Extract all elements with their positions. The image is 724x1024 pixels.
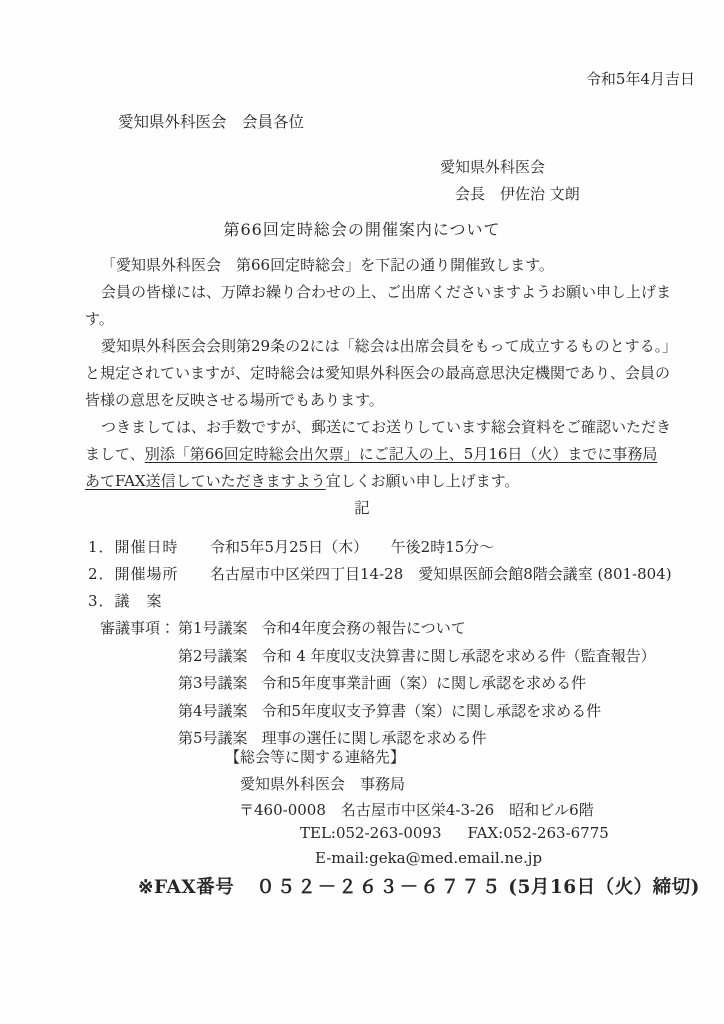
agenda-row [100, 698, 656, 726]
body-segment: まして、 [85, 445, 145, 463]
record-item-value: 名古屋市中区栄四丁目14-28 愛知県医師会館8階会議室 (801-804) [210, 565, 672, 583]
agenda-number: 第1号議案 [178, 619, 248, 637]
contact-tel-fax [300, 824, 609, 842]
record-item-label: 3．議 案 [88, 592, 163, 610]
record-item-label: 1．開催日時 [88, 538, 179, 556]
body-segment-underlined: あてFAX送信していただきますよう [85, 472, 326, 490]
agenda-number: 第4号議案 [178, 701, 248, 720]
contact-heading: 【総会等に関する連絡先】 [225, 748, 406, 766]
record-item-datetime [88, 534, 672, 561]
agenda-subject: 理事の選任に関し承認を求める件 [261, 729, 487, 747]
sender-organization: 愛知県外科医会 [440, 158, 546, 176]
fax-deadline: (5月16日（火）締切) [508, 877, 700, 898]
body-segment-underlined: 別添「第66回定時総会出欠票」にご記入の上、5月16日（火）までに事務局 [144, 445, 658, 463]
agenda-subject: 令和5年度収支予算書（案）に関し承認を求める件 [261, 701, 602, 720]
record-marker: 記 [354, 499, 370, 517]
document-title: 第66回定時総会の開催案内について [223, 220, 501, 239]
body-line: つきましては、お手数ですが、郵送にてお送りしています総会資料をご確認いただき [101, 418, 672, 436]
record-items [88, 534, 672, 615]
record-item-value: 令和5年5月25日（木） 午後2時15分～ [210, 538, 495, 556]
issue-date: 令和5年4月吉日 [585, 70, 695, 88]
agenda-number: 第5号議案 [178, 729, 248, 747]
agenda-row [100, 615, 656, 643]
record-item-label: 2．開催場所 [88, 565, 179, 583]
fax-notice-label: ※FAX番号 [138, 877, 235, 898]
fax-notice [138, 873, 700, 899]
body-line: 愛知県外科医会会則第29条の2には「総会は出席会員をもって成立するものとする。」 [101, 337, 678, 355]
addressee: 愛知県外科医会 会員各位 [118, 113, 305, 131]
sender-president: 会長 伊佐治 文朗 [455, 185, 580, 203]
body-line: す。 [85, 310, 114, 328]
agenda-number: 第3号議案 [178, 674, 248, 692]
body-line [85, 468, 675, 495]
contact-address: 〒460-0008 名古屋市中区栄4-3-26 昭和ビル6階 [239, 801, 594, 819]
contact-email: E-mail:geka@med.email.ne.jp [315, 849, 543, 867]
agenda-row [100, 670, 656, 698]
agenda-number: 第2号議案 [178, 646, 248, 665]
contact-fax: FAX:052-263-6775 [467, 824, 609, 842]
agenda-prefix: 審議事項： [100, 619, 176, 637]
body-line: 会員の皆様には、万障お繰り合わせの上、ご出席くださいますようお願い申し上げま [101, 283, 672, 301]
body-line: と規定されていますが、定時総会は愛知県外科医会の最高意思決定機関であり、会員の [85, 364, 671, 382]
agenda-subject: 令和5年度事業計画（案）に関し承認を求める件 [261, 674, 587, 692]
agenda-subject: 令和 4 年度収支決算書に関し承認を求める件（監査報告） [261, 646, 656, 665]
agenda-row [100, 643, 656, 671]
contact-tel: TEL:052-263-0093 [300, 824, 442, 842]
body-line [85, 441, 675, 468]
body-line: 「愛知県外科医会 第66回定時総会」を下記の通り開催致します。 [101, 256, 554, 274]
agenda-list [100, 615, 656, 753]
body-text [85, 252, 678, 495]
record-item-venue [88, 561, 672, 588]
body-segment: 宜しくお願い申し上げます。 [325, 472, 520, 490]
record-item-agenda [88, 588, 672, 615]
fax-number: ０５２－２６３－６７７５ [256, 877, 503, 898]
contact-organization: 愛知県外科医会 事務局 [240, 775, 406, 793]
agenda-subject: 令和4年度会務の報告について [261, 619, 466, 637]
body-line: 皆様の意思を反映させる場所でもあります。 [85, 391, 384, 409]
